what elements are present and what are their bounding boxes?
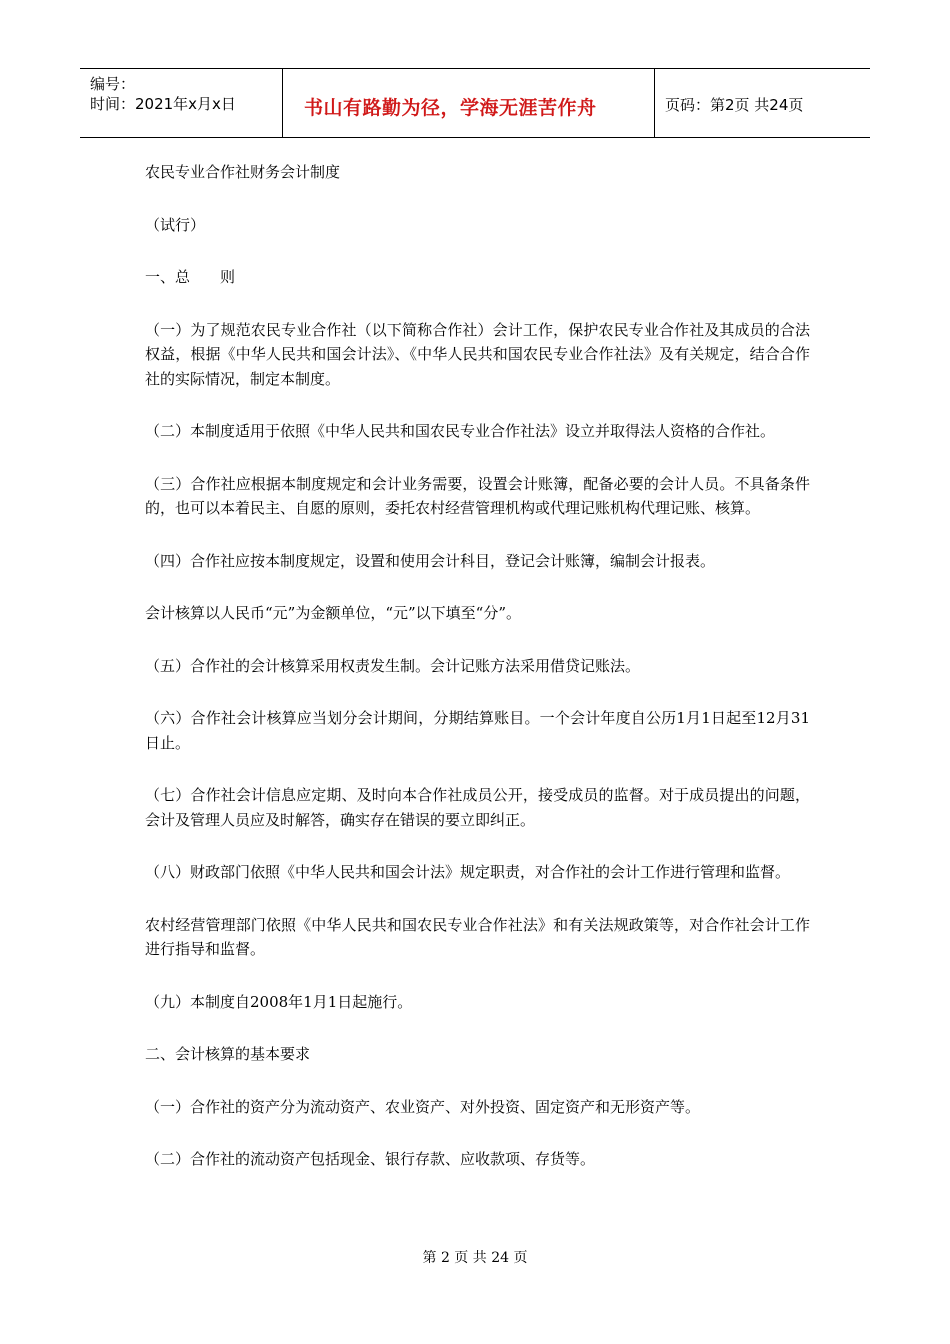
document-title: 农民专业合作社财务会计制度 xyxy=(145,163,341,181)
document-body xyxy=(145,160,810,1200)
paragraph: （三）合作社应根据本制度规定和会计业务需要，设置会计账簿，配备必要的会计人员。不具备条件的，也可以本着民主、自愿的原则，委托农村经营管理机构或代理记账机构代理记账、核算。 xyxy=(145,474,810,517)
page-header xyxy=(80,68,870,138)
document-date: 时间：2021年x月x日 xyxy=(90,95,236,113)
page-footer: 第 2 页 共 24 页 xyxy=(422,1250,528,1266)
paragraph: （五）合作社的会计核算采用权责发生制。会计记账方法采用借贷记账法。 xyxy=(145,656,641,675)
section-heading: 一、总 则 xyxy=(145,268,236,286)
paragraph: （二）合作社的流动资产包括现金、银行存款、应收款项、存货等。 xyxy=(145,1150,596,1168)
paragraph: 农村经营管理部门依照《中华人民共和国农民专业合作社法》和有关法规政策等，对合作社会计工作进行指导和监督。 xyxy=(145,915,810,958)
paragraph: （二）本制度适用于依照《中华人民共和国农民专业合作社法》设立并取得法人资格的合作社。 xyxy=(145,422,776,440)
paragraph: 会计核算以人民币“元”为金额单位，“元”以下填至“分”。 xyxy=(145,604,522,622)
header-page-code: 页码：第2页 共24页 xyxy=(665,96,804,114)
paragraph: （九）本制度自2008年1月1日起施行。 xyxy=(145,992,413,1011)
header-motto: 书山有路勤为径，学海无涯苦作舟 xyxy=(304,97,597,119)
paragraph: （一）合作社的资产分为流动资产、农业资产、对外投资、固定资产和无形资产等。 xyxy=(145,1097,701,1116)
document-number-label: 编号： xyxy=(90,75,136,93)
paragraph: （六）合作社会计核算应当划分会计期间，分期结算账目。一个会计年度自公历1月1日起至12月31日止。 xyxy=(145,709,810,752)
header-pagecode-cell xyxy=(655,69,870,137)
header-meta-cell xyxy=(80,69,283,137)
paragraph: （七）合作社会计信息应定期、及时向本合作社成员公开，接受成员的监督。对于成员提出的问题，会计及管理人员应及时解答，确实存在错误的要立即纠正。 xyxy=(145,786,810,829)
document-subtitle: （试行） xyxy=(145,215,206,234)
paragraph: （四）合作社应按本制度规定，设置和使用会计科目，登记会计账簿，编制会计报表。 xyxy=(145,551,716,570)
header-motto-cell xyxy=(282,69,655,137)
section-heading: 二、会计核算的基本要求 xyxy=(145,1045,311,1063)
paragraph: （八）财政部门依照《中华人民共和国会计法》规定职责，对合作社的会计工作进行管理和监督。 xyxy=(145,863,791,881)
paragraph: （一）为了规范农民专业合作社（以下简称合作社）会计工作，保护农民专业合作社及其成员的合法权益，根据《中华人民共和国会计法》、《中华人民共和国农民专业合作社法》及有关规定，结合合作社的实际情况，制定本制度。 xyxy=(145,320,810,388)
